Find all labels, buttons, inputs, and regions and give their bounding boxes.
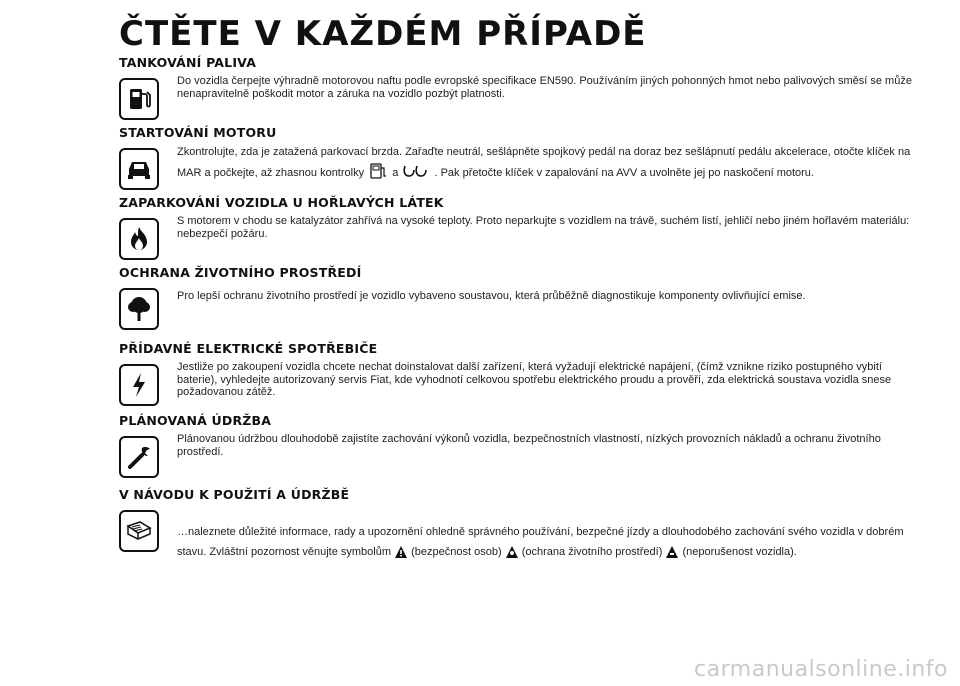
section-text <box>177 522 917 562</box>
section-maintenance <box>119 412 919 478</box>
section-heading: ZAPARKOVÁNÍ VOZIDLA U HOŘLAVÝCH LÁTEK <box>119 195 444 210</box>
car-icon <box>119 148 159 190</box>
page-title: ČTĚTE V KAŽDÉM PŘÍPADĚ <box>119 14 647 54</box>
section-heading: STARTOVÁNÍ MOTORU <box>119 125 277 140</box>
lightning-icon <box>119 364 159 406</box>
section-heading: TANKOVÁNÍ PALIVA <box>119 55 257 70</box>
glow-plug-warning-icon <box>367 162 389 180</box>
book-icon <box>119 510 159 552</box>
section-text <box>177 142 917 183</box>
glow-plugs-icon <box>401 162 431 180</box>
text-part: …naleznete důležité informace, rady a upozornění ohledně správného používání, bezpečné jízdy a dlouhodobého zachování svého vozidla v dobrém stavu. Zvláštní pozornost věnujte symbolům <box>177 526 904 558</box>
symbol-label: (neporušenost vozidla). <box>682 546 797 558</box>
section-text: Pro lepší ochranu životního prostředí je vozidlo vybaveno soustavou, která průběžně diagnostikuje komponenty ovlivňující emise. <box>177 290 806 302</box>
text-part: Zkontrolujte, zda je zatažená parkovací brzda. Zařaďte neutrál, sešlápněte spojkový pedál na doraz bez sešlápnutí pedálu akcelerace, otočte klíček na MAR a počkejte, až zhasnou kontrolky <box>177 146 911 179</box>
section-environment <box>119 264 919 330</box>
section-text: Plánovanou údržbou dlouhodobě zajistíte zachování výkonů vozidla, bezpečnostních vlastností, nízkých provozních nákladů a ochranu životního prostředí. <box>177 433 881 458</box>
wrench-icon <box>119 436 159 478</box>
fuel-pump-icon <box>119 78 159 120</box>
symbol-label: (bezpečnost osob) <box>411 546 502 558</box>
section-engine-start <box>119 124 919 190</box>
section-manual <box>119 486 919 558</box>
text-part: . Pak přetočte klíček v zapalování na AVV a uvolněte jej po naskočení motoru. <box>434 167 814 179</box>
symbol-label: (ochrana životního prostředí) <box>521 546 663 558</box>
section-text: S motorem v chodu se katalyzátor zahřívá na vysoké teploty. Proto neparkujte s vozidlem na trávě, suchém listí, jehličí nebo jiném hořlavém materiálu: nebezpečí požáru. <box>177 215 910 240</box>
section-heading: PŘÍDAVNÉ ELEKTRICKÉ SPOTŘEBIČE <box>119 341 378 356</box>
flame-icon <box>119 218 159 260</box>
tree-icon <box>119 288 159 330</box>
section-text: Jestliže po zakoupení vozidla chcete nechat doinstalovat další zařízení, která vyžadují elektrické napájení, (čímž vznikne riziko postupného vybití baterie), vyhledejte autorizovaný servis Fiat, kde vyhodnotí celkovou spotřebu elektrického proudu a prověří, zda elektrická soustava vozidla snese požadovanou zátěž. <box>177 361 892 398</box>
text-and: a <box>392 167 399 179</box>
watermark: carmanualsonline.info <box>694 657 948 682</box>
section-heading: OCHRANA ŽIVOTNÍHO PROSTŘEDÍ <box>119 265 362 280</box>
environment-triangle-icon <box>505 545 519 559</box>
section-electrical-devices <box>119 340 919 406</box>
section-fuel <box>119 54 919 120</box>
section-heading: V NÁVODU K POUŽITÍ A ÚDRŽBĚ <box>119 487 350 502</box>
vehicle-triangle-icon <box>665 545 679 559</box>
section-parking-flammable <box>119 194 919 260</box>
section-text: Do vozidla čerpejte výhradně motorovou naftu podle evropské specifikace EN590. Používáním jiných pohonných hmot nebo palivových směsí se může nenapravitelně poškodit motor a záruka na vozidlo pozbýt platnosti. <box>177 75 912 100</box>
section-heading: PLÁNOVANÁ ÚDRŽBA <box>119 413 272 428</box>
warning-triangle-icon <box>394 545 408 559</box>
